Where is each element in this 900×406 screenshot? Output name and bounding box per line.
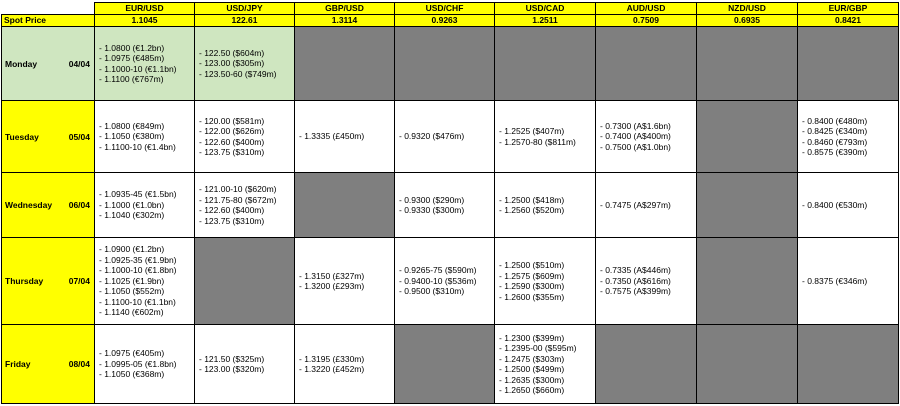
day-name: Thursday bbox=[5, 276, 44, 286]
expiry-entry: - 0.7350 (A$616m) bbox=[600, 275, 671, 286]
expiry-entry: - 1.1050 (€368m) bbox=[99, 369, 165, 380]
expiry-cell bbox=[195, 27, 295, 101]
empty-cell bbox=[697, 325, 798, 404]
expiry-entry: - 0.9320 ($476m) bbox=[399, 131, 465, 142]
expiry-cell bbox=[195, 101, 295, 173]
currency-header-eur-usd: EUR/USD bbox=[95, 3, 195, 15]
expiry-entry: - 0.7300 (A$1.6bn) bbox=[600, 120, 671, 131]
expiry-entry: - 1.1025 (€1.9bn) bbox=[99, 275, 165, 286]
expiry-entry: - 1.2635 ($300m) bbox=[499, 374, 565, 385]
day-row-monday bbox=[2, 27, 899, 101]
expiry-entry: - 1.1100-10 (€1.4bn) bbox=[99, 141, 176, 152]
expiry-cell bbox=[295, 325, 395, 404]
spot-price-value: 0.6935 bbox=[697, 15, 798, 27]
expiry-entry: - 1.1100 (€767m) bbox=[99, 74, 164, 84]
spot-price-value: 1.1045 bbox=[95, 15, 195, 27]
expiry-cell bbox=[596, 238, 697, 325]
expiry-cell bbox=[95, 27, 195, 101]
expiry-entry: - 0.7575 (A$399m) bbox=[600, 286, 671, 297]
expiry-entry: - 1.2500 ($510m) bbox=[499, 260, 565, 270]
expiry-entry: - 1.0975 (€485m) bbox=[99, 53, 165, 63]
expiry-entry: - 1.1050 (€380m) bbox=[99, 131, 165, 142]
expiry-entry: - 1.3195 (£330m) bbox=[299, 353, 365, 364]
expiry-cell bbox=[195, 173, 295, 238]
expiry-entry: - 121.75-80 ($672m) bbox=[199, 194, 277, 205]
expiry-entry: - 1.3220 (£452m) bbox=[299, 364, 365, 374]
expiry-cell bbox=[195, 325, 295, 404]
expiry-entry: - 123.50-60 ($749m) bbox=[199, 68, 277, 79]
expiry-entry: - 1.0800 (€1.2bn) bbox=[99, 42, 165, 53]
expiry-entry: - 0.9300 ($290m) bbox=[399, 194, 465, 205]
spot-price-value: 0.9263 bbox=[395, 15, 495, 27]
expiry-cell bbox=[495, 325, 596, 404]
expiry-entry: - 121.50 ($325m) bbox=[199, 353, 265, 364]
spot-price-value: 1.2511 bbox=[495, 15, 596, 27]
day-label-cell bbox=[2, 238, 95, 325]
expiry-entry: - 122.00 ($626m) bbox=[199, 126, 265, 136]
empty-cell bbox=[798, 325, 899, 404]
expiry-entry: - 1.3150 (£327m) bbox=[299, 270, 365, 281]
expiry-entry: - 123.00 ($305m) bbox=[199, 58, 265, 69]
day-date: 05/04 bbox=[68, 131, 90, 142]
expiry-entry: - 1.3335 (£450m) bbox=[299, 131, 365, 142]
day-date: 04/04 bbox=[68, 58, 90, 69]
expiry-entry: - 1.2395-00 ($595m) bbox=[499, 343, 577, 353]
empty-cell bbox=[395, 325, 495, 404]
expiry-entry: - 1.3200 (£293m) bbox=[299, 281, 365, 291]
day-date: 08/04 bbox=[68, 359, 90, 369]
expiry-cell bbox=[596, 101, 697, 173]
expiry-entry: - 1.2570-80 ($811m) bbox=[499, 136, 576, 147]
spot-price-value: 0.7509 bbox=[596, 15, 697, 27]
expiry-entry: - 120.00 ($581m) bbox=[199, 115, 265, 126]
expiry-cell bbox=[95, 173, 195, 238]
expiry-entry: - 121.00-10 ($620m) bbox=[199, 184, 277, 194]
expiry-entry: - 1.2590 ($300m) bbox=[499, 281, 565, 291]
expiry-entry: - 1.1100-10 (€1.1bn) bbox=[99, 296, 176, 307]
expiry-entry: - 0.9265-75 ($590m) bbox=[399, 265, 477, 276]
currency-header-row bbox=[2, 3, 899, 15]
expiry-entry: - 1.1000-10 (€1.8bn) bbox=[99, 265, 177, 276]
expiry-entry: - 1.2560 ($520m) bbox=[499, 205, 565, 215]
expiry-entry: - 1.2525 ($407m) bbox=[499, 126, 565, 136]
expiry-cell bbox=[495, 238, 596, 325]
expiry-entry: - 1.0900 (€1.2bn) bbox=[99, 244, 165, 255]
day-row-tuesday bbox=[2, 101, 899, 173]
empty-cell bbox=[697, 238, 798, 325]
empty-cell bbox=[195, 238, 295, 325]
expiry-cell bbox=[495, 173, 596, 238]
expiry-entry: - 0.7500 (A$1.0bn) bbox=[600, 141, 671, 152]
expiry-entry: - 1.2500 ($499m) bbox=[499, 364, 565, 374]
expiry-entry: - 122.60 ($400m) bbox=[199, 205, 265, 215]
expiry-entry: - 0.8425 (€340m) bbox=[802, 126, 868, 136]
expiry-entry: - 123.75 ($310m) bbox=[199, 147, 265, 157]
day-label-cell bbox=[2, 101, 95, 173]
day-label-cell bbox=[2, 27, 95, 101]
day-label-cell bbox=[2, 173, 95, 238]
expiry-entry: - 0.7475 (A$297m) bbox=[600, 199, 671, 210]
expiry-entry: - 0.8400 (€480m) bbox=[802, 115, 868, 126]
day-name: Tuesday bbox=[5, 131, 39, 142]
day-name: Wednesday bbox=[5, 200, 53, 210]
expiry-entry: - 1.2475 ($303m) bbox=[499, 353, 565, 364]
empty-cell bbox=[295, 173, 395, 238]
expiry-entry: - 0.8460 (€793m) bbox=[802, 136, 868, 147]
empty-cell bbox=[395, 27, 495, 101]
expiry-entry: - 123.75 ($310m) bbox=[199, 215, 265, 226]
expiry-entry: - 1.2300 ($399m) bbox=[499, 332, 565, 343]
spot-price-row bbox=[2, 15, 899, 27]
day-name: Monday bbox=[5, 58, 38, 69]
currency-header-usd-cad: USD/CAD bbox=[495, 3, 596, 15]
expiry-cell bbox=[295, 238, 395, 325]
corner-cell bbox=[2, 3, 95, 15]
expiry-cell bbox=[95, 238, 195, 325]
empty-cell bbox=[697, 27, 798, 101]
spot-price-label: Spot Price bbox=[2, 15, 95, 27]
expiry-entry: - 1.0800 (€849m) bbox=[99, 120, 165, 131]
spot-price-value: 122.61 bbox=[195, 15, 295, 27]
spot-price-value: 1.3114 bbox=[295, 15, 395, 27]
day-row-friday bbox=[2, 325, 899, 404]
empty-cell bbox=[697, 173, 798, 238]
day-date: 07/04 bbox=[68, 276, 90, 286]
day-row-wednesday bbox=[2, 173, 899, 238]
expiry-cell bbox=[95, 325, 195, 404]
expiry-entry: - 1.0975 (€405m) bbox=[99, 348, 165, 359]
expiry-entry: - 1.2575 ($609m) bbox=[499, 270, 565, 281]
expiry-entry: - 123.00 ($320m) bbox=[199, 364, 265, 374]
expiry-entry: - 1.0995-05 (€1.8bn) bbox=[99, 358, 177, 369]
empty-cell bbox=[798, 27, 899, 101]
expiry-entry: - 1.2500 ($418m) bbox=[499, 194, 565, 205]
expiry-entry: - 0.8575 (€390m) bbox=[802, 147, 868, 157]
currency-header-usd-chf: USD/CHF bbox=[395, 3, 495, 15]
expiry-cell bbox=[495, 101, 596, 173]
day-row-thursday bbox=[2, 238, 899, 325]
expiry-entry: - 1.1140 (€602m) bbox=[99, 307, 164, 318]
expiry-cell bbox=[295, 101, 395, 173]
day-label-cell bbox=[2, 325, 95, 404]
expiry-cell bbox=[798, 173, 899, 238]
expiry-cell bbox=[798, 101, 899, 173]
expiry-entry: - 1.1000 (€1.0bn) bbox=[99, 199, 165, 210]
expiry-entry: - 1.1000-10 (€1.1bn) bbox=[99, 63, 177, 74]
expiry-entry: - 0.8375 (€346m) bbox=[802, 275, 868, 286]
expiry-cell bbox=[798, 238, 899, 325]
expiry-cell bbox=[596, 173, 697, 238]
expiry-entry: - 1.2650 ($660m) bbox=[499, 385, 565, 395]
expiry-cell bbox=[395, 173, 495, 238]
expiry-entry: - 0.8400 (€530m) bbox=[802, 199, 868, 210]
currency-header-nzd-usd: NZD/USD bbox=[697, 3, 798, 15]
expiry-entry: - 0.9500 ($310m) bbox=[399, 286, 465, 297]
empty-cell bbox=[697, 101, 798, 173]
expiry-cell bbox=[395, 101, 495, 173]
expiry-entry: - 0.9330 ($300m) bbox=[399, 205, 465, 215]
day-date: 06/04 bbox=[68, 200, 90, 210]
day-name: Friday bbox=[5, 359, 31, 369]
expiry-entry: - 0.7335 (A$446m) bbox=[600, 265, 671, 276]
expiry-entry: - 1.2600 ($355m) bbox=[499, 291, 565, 302]
spot-price-value: 0.8421 bbox=[798, 15, 899, 27]
currency-header-gbp-usd: GBP/USD bbox=[295, 3, 395, 15]
expiry-entry: - 1.0935-45 (€1.5bn) bbox=[99, 189, 177, 200]
currency-header-aud-usd: AUD/USD bbox=[596, 3, 697, 15]
expiry-entry: - 0.7400 (A$400m) bbox=[600, 131, 671, 142]
expiry-entry: - 122.60 ($400m) bbox=[199, 136, 265, 147]
expiry-entry: - 1.0925-35 (€1.9bn) bbox=[99, 254, 177, 265]
expiry-cell bbox=[395, 238, 495, 325]
expiry-entry: - 1.1050 ($552m) bbox=[99, 286, 165, 297]
empty-cell bbox=[495, 27, 596, 101]
expiry-cell bbox=[95, 101, 195, 173]
currency-header-usd-jpy: USD/JPY bbox=[195, 3, 295, 15]
currency-header-eur-gbp: EUR/GBP bbox=[798, 3, 899, 15]
expiry-entry: - 0.9400-10 ($536m) bbox=[399, 275, 477, 286]
empty-cell bbox=[596, 325, 697, 404]
empty-cell bbox=[596, 27, 697, 101]
expiry-entry: - 1.1040 (€302m) bbox=[99, 210, 165, 221]
expiry-entry: - 122.50 ($604m) bbox=[199, 47, 265, 58]
empty-cell bbox=[295, 27, 395, 101]
fx-options-expiry-table bbox=[1, 2, 899, 404]
